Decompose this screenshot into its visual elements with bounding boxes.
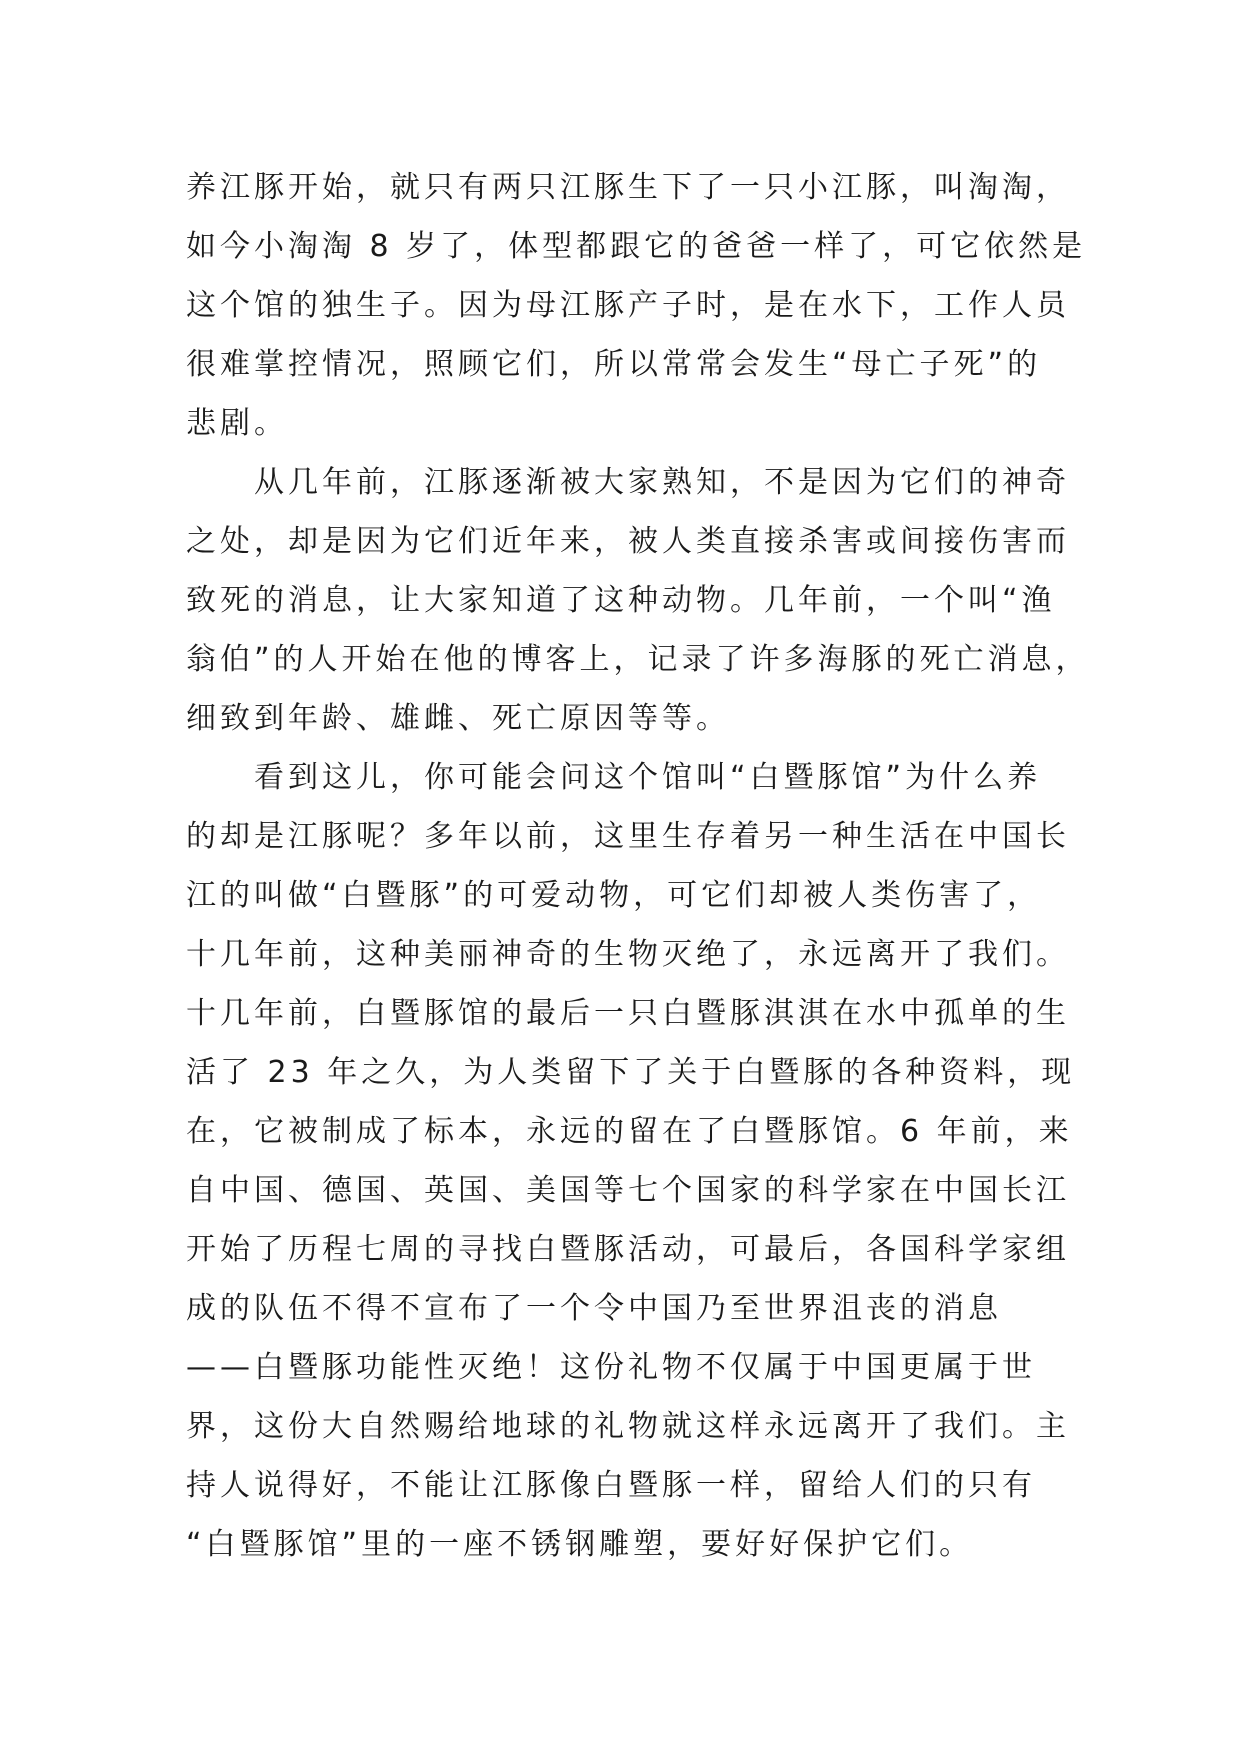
text-line: 自中国、德国、英国、美国等七个国家的科学家在中国长江 (186, 1173, 1070, 1208)
text-line: 的却是江豚呢？多年以前，这里生存着另一种生活在中国长 (186, 819, 1070, 854)
text-line: “白暨豚馆”里的一座不锈钢雕塑，要好好保护它们。 (186, 1527, 974, 1562)
text-line: 成的队伍不得不宣布了一个令中国乃至世界沮丧的消息 (186, 1291, 1002, 1326)
text-line: 悲剧。 (186, 406, 288, 441)
text-line: 之处，却是因为它们近年来，被人类直接杀害或间接伤害而 (186, 524, 1070, 559)
text-line: 细致到年龄、雄雌、死亡原因等等。 (186, 701, 730, 736)
paragraph-first-line: 从几年前，江豚逐渐被大家熟知，不是因为它们的神奇 (254, 465, 1070, 500)
text-line: 活了 23 年之久，为人类留下了关于白暨豚的各种资料，现 (186, 1055, 1076, 1090)
text-line: 很难掌控情况，照顾它们，所以常常会发生“母亡子死”的 (186, 347, 1042, 382)
text-line: 开始了历程七周的寻找白暨豚活动，可最后，各国科学家组 (186, 1232, 1070, 1267)
text-line: 这个馆的独生子。因为母江豚产子时，是在水下，工作人员 (186, 288, 1070, 323)
text-line: 在，它被制成了标本，永远的留在了白暨豚馆。6 年前，来 (186, 1114, 1073, 1149)
document-body (186, 158, 1090, 1574)
text-line: 如今小淘淘 8 岁了，体型都跟它的爸爸一样了，可它依然是 (186, 229, 1087, 264)
text-line: 十几年前，白暨豚馆的最后一只白暨豚淇淇在水中孤单的生 (186, 996, 1070, 1031)
text-line: 界，这份大自然赐给地球的礼物就这样永远离开了我们。主 (186, 1409, 1070, 1444)
text-line: 十几年前，这种美丽神奇的生物灭绝了，永远离开了我们。 (186, 937, 1070, 972)
text-line: 持人说得好，不能让江豚像白暨豚一样，留给人们的只有 (186, 1468, 1036, 1503)
text-line: ——白暨豚功能性灭绝！这份礼物不仅属于中国更属于世 (186, 1350, 1036, 1385)
text-line: 江的叫做“白暨豚”的可爱动物，可它们却被人类伤害了， (186, 878, 1042, 913)
paragraph-first-line: 看到这儿，你可能会问这个馆叫“白暨豚馆”为什么养 (254, 760, 1042, 795)
text-line: 致死的消息，让大家知道了这种动物。几年前，一个叫“渔 (186, 583, 1056, 618)
text-line: 养江豚开始，就只有两只江豚生下了一只小江豚，叫淘淘， (186, 170, 1070, 205)
text-line: 翁伯”的人开始在他的博客上，记录了许多海豚的死亡消息， (186, 642, 1090, 677)
